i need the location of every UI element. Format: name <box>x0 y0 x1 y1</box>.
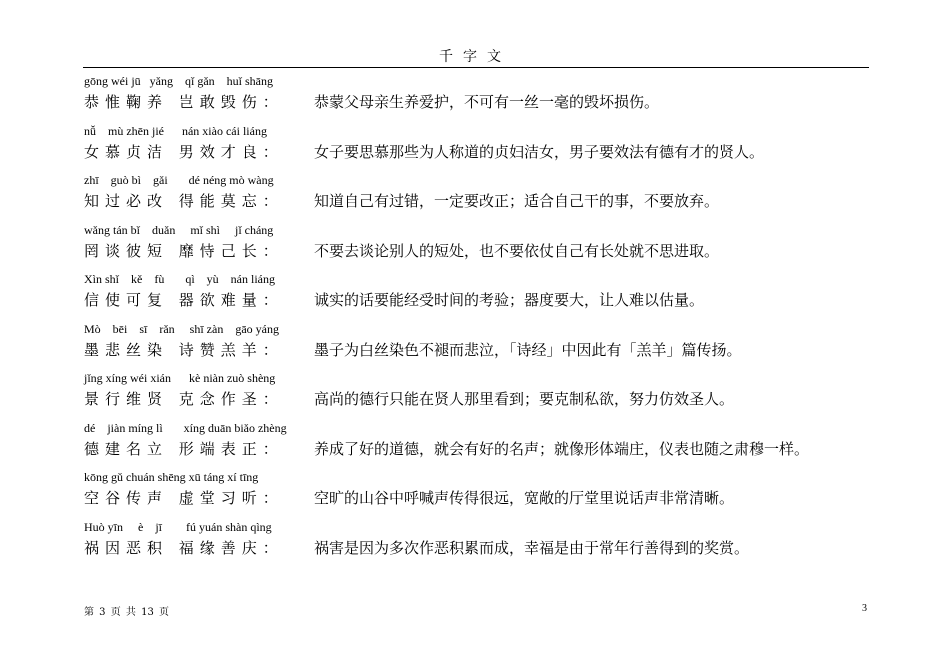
verse-entry <box>84 469 874 519</box>
verse-characters: 信使可复 器欲难量： <box>84 291 284 309</box>
header-divider <box>83 67 869 68</box>
page-count: 第 3 页 共 13 页 <box>84 607 169 618</box>
verse-entry <box>84 73 874 123</box>
verse-explanation: 女子要思慕那些为人称道的贞妇洁女，男子要效法有德有才的贤人。 <box>314 142 765 161</box>
verse-characters: 墨悲丝染 诗赞羔羊： <box>84 340 284 359</box>
verse-text-line <box>84 339 742 361</box>
verse-entry <box>84 321 874 371</box>
verse-characters: 祸因恶积 福缘善庆： <box>84 538 284 557</box>
verse-explanation: 不要去谈论别人的短处，也不要依仗自己有长处就不思进取。 <box>314 241 720 260</box>
verse-explanation: 知道自己有过错，一定要改正；适合自己干的事，不要放弃。 <box>314 192 720 210</box>
pinyin-line: Xìn shǐ kě fù qì yù nán liáng <box>84 272 275 286</box>
verse-text-line <box>84 141 764 163</box>
verse-entry <box>84 420 874 470</box>
page-number: 3 <box>862 603 867 614</box>
pinyin-line: Mò bēi sī rǎn shī zàn gāo yáng <box>84 321 279 336</box>
verse-text-line <box>84 91 659 113</box>
verse-text-line <box>84 190 719 212</box>
verse-explanation: 祸害是因为多次作恶积累而成，幸福是由于常年行善得到的奖赏。 <box>314 538 750 557</box>
verse-explanation: 空旷的山谷中呼喊声传得很远，宽敞的厅堂里说话声非常清晰。 <box>314 489 735 507</box>
verse-list <box>84 73 874 568</box>
verse-text-line <box>84 240 719 262</box>
verse-entry <box>84 271 874 321</box>
verse-explanation: 诚实的话要能经受时间的考验；器度要大，让人难以估量。 <box>314 291 705 309</box>
verse-explanation: 恭蒙父母亲生养爱护，不可有一丝一毫的毁坏损伤。 <box>314 93 660 111</box>
verse-text-line <box>84 537 749 559</box>
verse-text-line <box>84 289 704 311</box>
pinyin-line: Huò yīn è jī fú yuán shàn qìng <box>84 519 272 534</box>
verse-entry <box>84 172 874 222</box>
verse-text-line <box>84 388 734 410</box>
verse-characters: 德建名立 形端表正： <box>84 439 284 458</box>
pinyin-line: jǐng xíng wéi xián kè niàn zuò shèng <box>84 371 276 385</box>
verse-characters: 空谷传声 虚堂习听： <box>84 489 284 507</box>
verse-characters: 知过必改 得能莫忘： <box>84 192 284 210</box>
pinyin-line: kōng gǔ chuán shēng xū táng xí tīng <box>84 470 259 484</box>
verse-entry <box>84 222 874 272</box>
verse-characters: 景行维贤 克念作圣： <box>84 390 284 408</box>
verse-explanation: 养成了好的道德，就会有好的名声；就像形体端庄，仪表也随之肃穆一样。 <box>314 439 810 458</box>
pinyin-line: nǚ mù zhēn jié nán xiào cái liáng <box>84 123 267 138</box>
verse-characters: 恭惟鞠养 岂敢毁伤： <box>84 93 284 111</box>
pinyin-line: wǎng tán bǐ duǎn mǐ shì jǐ cháng <box>84 222 274 237</box>
verse-text-line <box>84 438 809 460</box>
verse-characters: 女慕贞洁 男效才良： <box>84 142 284 161</box>
pinyin-line: dé jiàn míng lì xíng duān biǎo zhèng <box>84 420 287 435</box>
verse-text-line <box>84 487 734 509</box>
page-title: 千字文 <box>439 49 511 65</box>
pinyin-line: gōng wéi jū yǎng qǐ gǎn huǐ shāng <box>84 74 273 88</box>
verse-entry <box>84 519 874 569</box>
pinyin-line: zhī guò bì gǎi dé néng mò wàng <box>84 173 274 187</box>
verse-explanation: 墨子为白丝染色不褪而悲泣，「诗经」中因此有「羔羊」篇传扬。 <box>314 340 742 359</box>
verse-explanation: 高尚的德行只能在贤人那里看到；要克制私欲，努力仿效圣人。 <box>314 390 735 408</box>
verse-characters: 罔谈彼短 靡恃己长： <box>84 241 284 260</box>
verse-entry <box>84 123 874 173</box>
verse-entry <box>84 370 874 420</box>
